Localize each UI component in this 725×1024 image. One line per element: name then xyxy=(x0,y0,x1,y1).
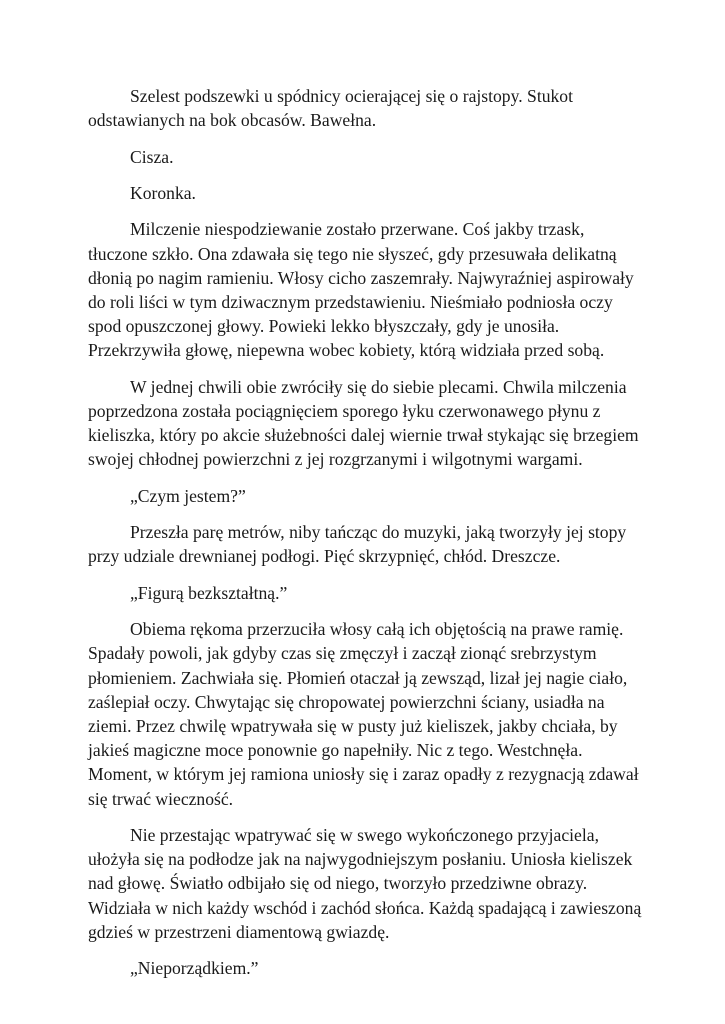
paragraph: Milczenie niespodziewanie zostało przerwane. Coś jakby trzask, tłuczone szkło. Ona zdawała się tego nie słyszeć, gdy przesuwała delikatną dłonią po nagim ramieniu. Włosy cicho zaszemrały. Najwyraźniej aspirowały do roli liści w tym dziwacznym przedstawieniu. Nieśmiało podniosła oczy spod opuszczonej głowy. Powieki lekko błyszczały, gdy je unosiła. Przekrzywiła głowę, niepewna wobec kobiety, którą widziała przed sobą. xyxy=(88,219,634,361)
paragraph: Cisza. xyxy=(130,146,174,167)
paragraph: Koronka. xyxy=(130,182,196,203)
dialogue-line: „Czym jestem?” xyxy=(130,485,246,506)
paragraph: Szelest podszewki u spódnicy ocierającej się o rajstopy. Stukot odstawianych na bok obcasów. Bawełna. xyxy=(88,86,573,131)
paragraph: Obiema rękoma przerzuciła włosy całą ich objętością na prawe ramię. Spadały powoli, jak gdyby czas się zmęczył i zaczął zionąć srebrzystym płomieniem. Zachwiała się. Płomień otaczał ją zewsząd, lizał jej nagie ciało, zaślepiał oczy. Chwytając się chropowatej powierzchni ściany, usiadła na ziemi. Przez chwilę wpatrywała się w pusty już kieliszek, jakby chciała, by jakieś magiczne moce ponownie go napełniły. Nic z tego. Westchnęła. Moment, w którym jej ramiona uniosły się i zaraz opadły z rezygnacją zdawał się trwać wieczność. xyxy=(88,619,639,809)
paragraph: W jednej chwili obie zwróciły się do siebie plecami. Chwila milczenia poprzedzona została pociągnięciem sporego łyku czerwonawego płynu z kieliszka, który po akcie służebności dalej wiernie trwał stykając się brzegiem swojej chłodnej powierzchni z jej rozgrzanymi i wilgotnymi wargami. xyxy=(88,376,639,470)
dialogue-line: „Nieporządkiem.” xyxy=(130,958,259,979)
paragraph: Przeszła parę metrów, niby tańcząc do muzyki, jaką tworzyły jej stopy przy udziale drewnianej podłogi. Pięć skrzypnięć, chłód. Dreszcze. xyxy=(88,522,627,567)
dialogue-line: „Figurą bezkształtną.” xyxy=(130,582,288,603)
paragraph: Nie przestając wpatrywać się w swego wykończonego przyjaciela, ułożyła się na podłodze jak na najwygodniejszym posłaniu. Uniosła kieliszek nad głowę. Światło odbijało się od niego, tworzyło przedziwne obrazy. Widziała w nich każdy wschód i zachód słońca. Każdą spadającą i zawieszoną gdzieś w przestrzeni diamentową gwiazdę. xyxy=(88,824,642,942)
document-page xyxy=(88,84,648,993)
